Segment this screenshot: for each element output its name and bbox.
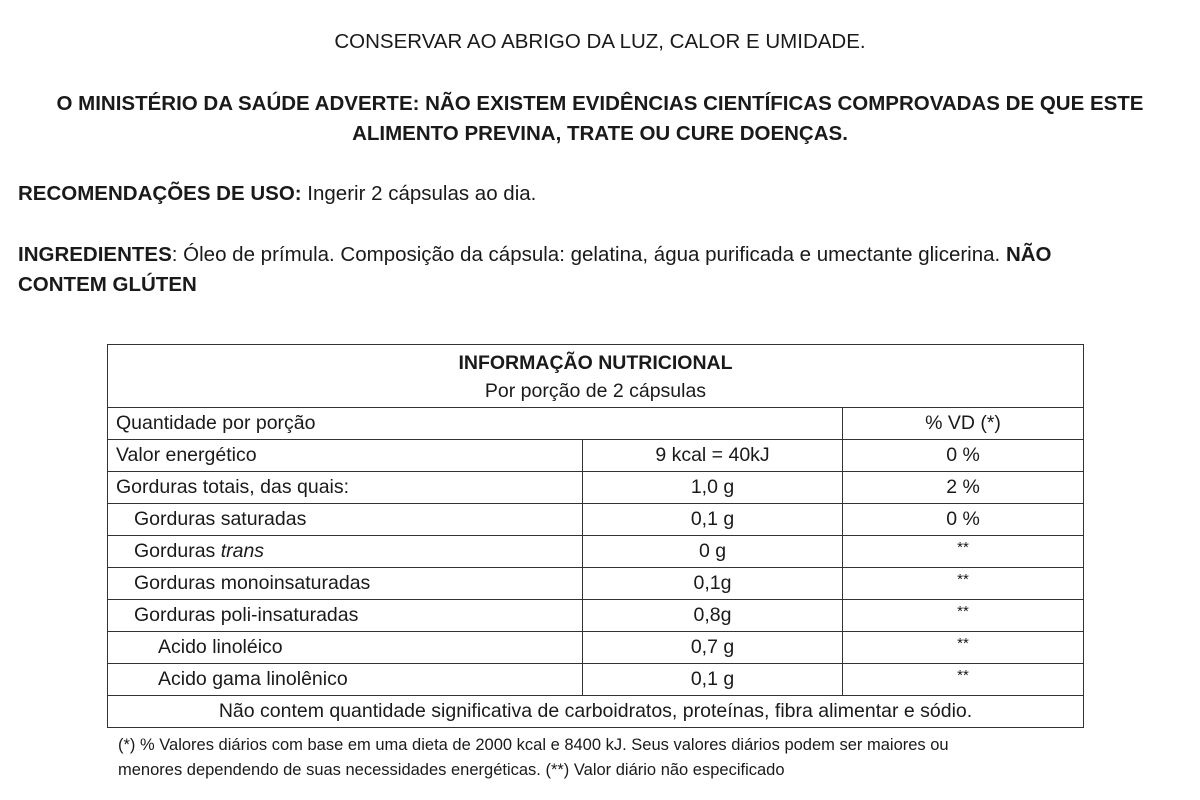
ingredients-line-1 <box>18 239 1052 271</box>
gluten-notice-start: NÃO <box>1005 243 1052 266</box>
table-row <box>108 632 1084 664</box>
nutrient-label-prefix: Gorduras <box>134 540 221 562</box>
storage-notice: CONSERVAR AO ABRIGO DA LUZ, CALOR E UMIDADE. <box>334 30 866 53</box>
nutrient-vd: ** <box>843 600 1084 632</box>
nutrition-serving: Por porção de 2 cápsulas <box>484 380 707 402</box>
nutrient-vd: 0 % <box>843 504 1084 536</box>
nutrition-title: INFORMAÇÃO NUTRICIONAL <box>458 352 733 374</box>
table-row <box>108 536 1084 568</box>
nutrient-amount: 0 g <box>583 536 843 568</box>
gluten-notice-end: CONTEM GLÚTEN <box>18 273 197 296</box>
nutrient-amount: 1,0 g <box>583 472 843 504</box>
nutrient-label-italic: trans <box>220 540 265 562</box>
usage-label: RECOMENDAÇÕES DE USO: <box>18 182 302 205</box>
nutrition-column-headers <box>108 408 1084 440</box>
nutrient-vd: ** <box>843 536 1084 568</box>
table-row <box>108 472 1084 504</box>
nutrient-vd: 0 % <box>843 440 1084 472</box>
nutrient-amount: 9 kcal = 40kJ <box>583 440 843 472</box>
nutrient-amount: 0,1g <box>583 568 843 600</box>
nutrient-label: Gorduras saturadas <box>108 504 583 536</box>
nutrient-amount: 0,8g <box>583 600 843 632</box>
nutrient-label: Gorduras totais, das quais: <box>108 472 583 504</box>
table-row <box>108 600 1084 632</box>
nutrition-header-row <box>108 345 1084 408</box>
footnote-line-1: (*) % Valores diários com base em uma dieta de 2000 kcal e 8400 kJ. Seus valores diários podem ser maiores ou <box>118 736 949 754</box>
nutrient-label: Gorduras poli-insaturadas <box>108 600 583 632</box>
table-row <box>108 440 1084 472</box>
nutrient-label: Acido linoléico <box>108 632 583 664</box>
nutrient-label: Valor energético <box>108 440 583 472</box>
header-quantity: Quantidade por porção <box>108 408 843 440</box>
footnote-line-2: menores dependendo de suas necessidades energéticas. (**) Valor diário não especificado <box>118 761 785 779</box>
nutrient-label <box>108 536 583 568</box>
nutrient-vd: 2 % <box>843 472 1084 504</box>
table-row <box>108 504 1084 536</box>
nutrition-footer: Não contem quantidade significativa de carboidratos, proteínas, fibra alimentar e sódio. <box>108 696 1084 728</box>
usage-recommendation <box>18 178 536 210</box>
health-warning-line-2: ALIMENTO PREVINA, TRATE OU CURE DOENÇAS. <box>352 122 848 145</box>
nutrition-facts-table <box>107 344 1084 728</box>
nutrient-label: Acido gama linolênico <box>108 664 583 696</box>
header-vd: % VD (*) <box>843 408 1084 440</box>
usage-text: Ingerir 2 cápsulas ao dia. <box>301 182 537 205</box>
daily-value-footnote <box>118 733 1098 783</box>
ingredients-text: : Óleo de prímula. Composição da cápsula: gelatina, água purificada e umectante glicerina. <box>171 243 1006 266</box>
table-row <box>108 664 1084 696</box>
nutrient-amount: 0,1 g <box>583 664 843 696</box>
nutrition-footer-row <box>108 696 1084 728</box>
table-row <box>108 568 1084 600</box>
nutrition-title-cell <box>108 345 1084 408</box>
ingredients-label: INGREDIENTES <box>18 243 172 266</box>
nutrient-amount: 0,7 g <box>583 632 843 664</box>
health-warning-line-1: O MINISTÉRIO DA SAÚDE ADVERTE: NÃO EXISTEM EVIDÊNCIAS CIENTÍFICAS COMPROVADAS DE QUE ESTE <box>56 92 1144 115</box>
nutrient-vd: ** <box>843 568 1084 600</box>
nutrient-label: Gorduras monoinsaturadas <box>108 568 583 600</box>
nutrient-vd: ** <box>843 632 1084 664</box>
nutrient-amount: 0,1 g <box>583 504 843 536</box>
nutrient-vd: ** <box>843 664 1084 696</box>
